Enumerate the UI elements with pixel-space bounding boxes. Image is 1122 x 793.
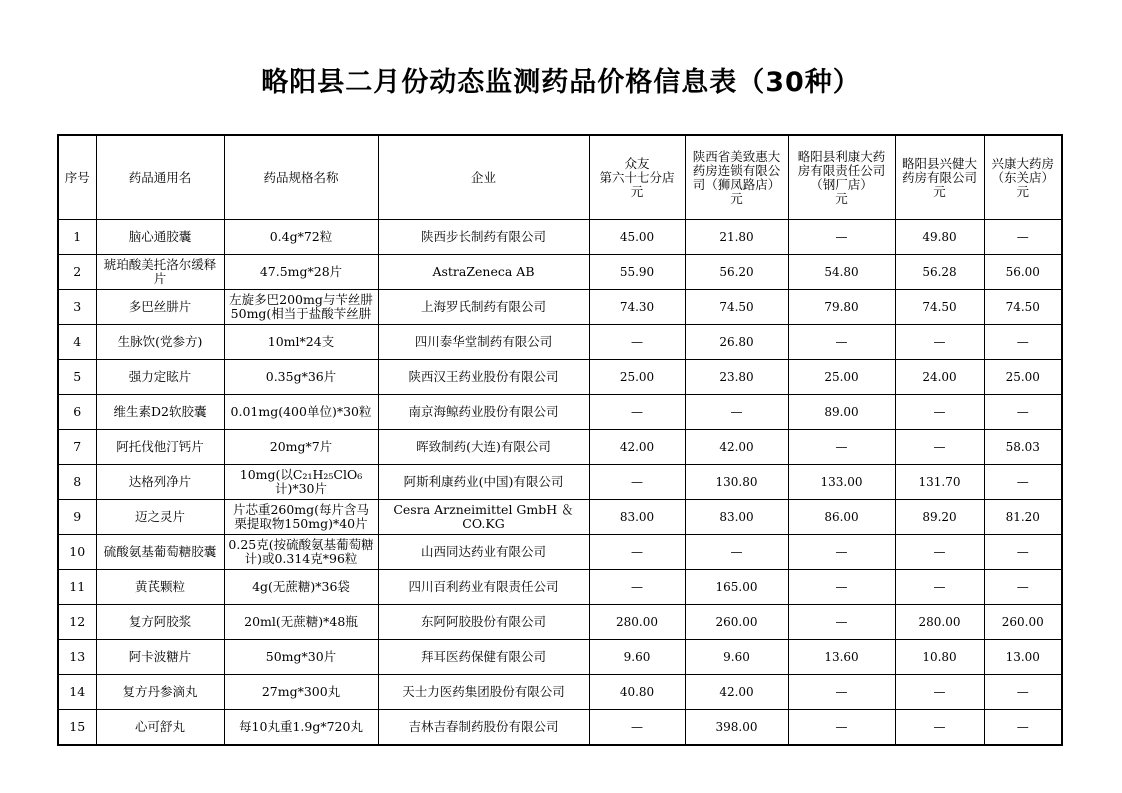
company: 陕西汉王药业股份有限公司 bbox=[378, 360, 589, 395]
header-store-zhongyou bbox=[589, 135, 685, 220]
price-likang: 86.00 bbox=[788, 500, 895, 535]
price-xingkang: — bbox=[984, 710, 1062, 746]
generic-name: 多巴丝肼片 bbox=[96, 290, 224, 325]
spec: 左旋多巴200mg与苄丝肼50mg(相当于盐酸苄丝肼 bbox=[224, 290, 378, 325]
price-xingjian: — bbox=[895, 710, 984, 746]
header-line: （钢厂店） bbox=[810, 176, 873, 192]
spec: 片芯重260mg(每片含马栗提取物150mg)*40片 bbox=[224, 500, 378, 535]
company: 四川百利药业有限责任公司 bbox=[378, 570, 589, 605]
row-index: 3 bbox=[58, 290, 96, 325]
row-index: 4 bbox=[58, 325, 96, 360]
price-zhongyou: — bbox=[589, 570, 685, 605]
row-index: 6 bbox=[58, 395, 96, 430]
price-zhongyou: 9.60 bbox=[589, 640, 685, 675]
price-table bbox=[57, 134, 1063, 746]
company: 山西同达药业有限公司 bbox=[378, 535, 589, 570]
spec: 20mg*7片 bbox=[224, 430, 378, 465]
spec: 10ml*24支 bbox=[224, 325, 378, 360]
table-row bbox=[58, 675, 1062, 710]
table-row bbox=[58, 325, 1062, 360]
price-xingkang: — bbox=[984, 220, 1062, 255]
price-xingjian: 131.70 bbox=[895, 465, 984, 500]
price-xingkang: — bbox=[984, 325, 1062, 360]
header-line: 元 bbox=[1016, 183, 1029, 199]
price-xingkang: 13.00 bbox=[984, 640, 1062, 675]
price-xingjian: — bbox=[895, 395, 984, 430]
company: 四川泰华堂制药有限公司 bbox=[378, 325, 589, 360]
header-line: 房有限责任公司 bbox=[797, 162, 886, 178]
price-xingkang: — bbox=[984, 395, 1062, 430]
price-likang: — bbox=[788, 570, 895, 605]
generic-name: 达格列净片 bbox=[96, 465, 224, 500]
spec: 0.25克(按硫酸氨基葡萄糖计)或0.314克*96粒 bbox=[224, 535, 378, 570]
table-row bbox=[58, 570, 1062, 605]
row-index: 8 bbox=[58, 465, 96, 500]
price-likang: 133.00 bbox=[788, 465, 895, 500]
spec: 0.35g*36片 bbox=[224, 360, 378, 395]
row-index: 12 bbox=[58, 605, 96, 640]
price-likang: — bbox=[788, 535, 895, 570]
price-likang: 54.80 bbox=[788, 255, 895, 290]
header-store-xingjian bbox=[895, 135, 984, 220]
table-row bbox=[58, 535, 1062, 570]
header-line: 略阳县兴健大 bbox=[901, 155, 977, 171]
price-xingkang: — bbox=[984, 465, 1062, 500]
header-line: 兴康大药房 bbox=[991, 155, 1054, 171]
row-index: 13 bbox=[58, 640, 96, 675]
company: 东阿阿胶股份有限公司 bbox=[378, 605, 589, 640]
table-row bbox=[58, 430, 1062, 465]
row-index: 11 bbox=[58, 570, 96, 605]
price-xingkang: 25.00 bbox=[984, 360, 1062, 395]
header-index bbox=[58, 135, 96, 220]
generic-name: 黄芪颗粒 bbox=[96, 570, 224, 605]
header-line: （东关店） bbox=[991, 169, 1054, 185]
spec: 0.01mg(400单位)*30粒 bbox=[224, 395, 378, 430]
price-likang: — bbox=[788, 605, 895, 640]
header-line: 药品通用名 bbox=[128, 169, 192, 185]
price-meizhihui: 23.80 bbox=[685, 360, 788, 395]
generic-name: 阿托伐他汀钙片 bbox=[96, 430, 224, 465]
price-meizhihui: 26.80 bbox=[685, 325, 788, 360]
company: 南京海鲸药业股份有限公司 bbox=[378, 395, 589, 430]
price-xingjian: 10.80 bbox=[895, 640, 984, 675]
table-row bbox=[58, 360, 1062, 395]
price-zhongyou: 83.00 bbox=[589, 500, 685, 535]
price-meizhihui: — bbox=[685, 535, 788, 570]
price-zhongyou: — bbox=[589, 535, 685, 570]
price-meizhihui: 83.00 bbox=[685, 500, 788, 535]
spec: 0.4g*72粒 bbox=[224, 220, 378, 255]
header-store-meizhihui bbox=[685, 135, 788, 220]
price-xingkang: 81.20 bbox=[984, 500, 1062, 535]
price-xingkang: 58.03 bbox=[984, 430, 1062, 465]
table-row bbox=[58, 220, 1062, 255]
price-likang: — bbox=[788, 675, 895, 710]
header-line: 元 bbox=[730, 190, 743, 206]
spec: 47.5mg*28片 bbox=[224, 255, 378, 290]
price-zhongyou: 25.00 bbox=[589, 360, 685, 395]
header-spec bbox=[224, 135, 378, 220]
generic-name: 生脉饮(党参方) bbox=[96, 325, 224, 360]
spec: 4g(无蔗糖)*36袋 bbox=[224, 570, 378, 605]
table-row bbox=[58, 710, 1062, 746]
company: 天士力医药集团股份有限公司 bbox=[378, 675, 589, 710]
company: 阿斯利康药业(中国)有限公司 bbox=[378, 465, 589, 500]
header-store-likang bbox=[788, 135, 895, 220]
price-meizhihui: 21.80 bbox=[685, 220, 788, 255]
price-xingjian: 89.20 bbox=[895, 500, 984, 535]
price-zhongyou: — bbox=[589, 395, 685, 430]
header-line: 药房有限公司 bbox=[901, 169, 977, 185]
price-meizhihui: 130.80 bbox=[685, 465, 788, 500]
price-meizhihui: 9.60 bbox=[685, 640, 788, 675]
spec: 27mg*300丸 bbox=[224, 675, 378, 710]
page-title: 略阳县二月份动态监测药品价格信息表（30种） bbox=[261, 67, 861, 98]
table-row bbox=[58, 290, 1062, 325]
company: 拜耳医药保健有限公司 bbox=[378, 640, 589, 675]
row-index: 9 bbox=[58, 500, 96, 535]
header-line: 众友 bbox=[624, 155, 650, 171]
row-index: 10 bbox=[58, 535, 96, 570]
price-xingjian: — bbox=[895, 570, 984, 605]
price-xingjian: 24.00 bbox=[895, 360, 984, 395]
row-index: 2 bbox=[58, 255, 96, 290]
header-line: 元 bbox=[835, 190, 848, 206]
header-line: 陕西省美致惠大 bbox=[692, 148, 781, 164]
price-xingjian: — bbox=[895, 430, 984, 465]
price-meizhihui: 260.00 bbox=[685, 605, 788, 640]
row-index: 15 bbox=[58, 710, 96, 746]
generic-name: 脑心通胶囊 bbox=[96, 220, 224, 255]
company: 上海罗氏制药有限公司 bbox=[378, 290, 589, 325]
table-body bbox=[58, 220, 1062, 746]
table-row bbox=[58, 255, 1062, 290]
generic-name: 强力定眩片 bbox=[96, 360, 224, 395]
generic-name: 维生素D2软胶囊 bbox=[96, 395, 224, 430]
generic-name: 心可舒丸 bbox=[96, 710, 224, 746]
header-line: 司（狮凤路店） bbox=[692, 176, 781, 192]
price-meizhihui: 42.00 bbox=[685, 675, 788, 710]
company: AstraZeneca AB bbox=[378, 255, 589, 290]
price-likang: 89.00 bbox=[788, 395, 895, 430]
price-zhongyou: 45.00 bbox=[589, 220, 685, 255]
spec: 10mg(以C₂₁H₂₅ClO₆计)*30片 bbox=[224, 465, 378, 500]
header-line: 第六十七分店 bbox=[599, 169, 675, 185]
row-index: 14 bbox=[58, 675, 96, 710]
price-meizhihui: 74.50 bbox=[685, 290, 788, 325]
price-meizhihui: 398.00 bbox=[685, 710, 788, 746]
header-row bbox=[58, 135, 1062, 220]
price-likang: — bbox=[788, 430, 895, 465]
company: 吉林吉春制药股份有限公司 bbox=[378, 710, 589, 746]
price-likang: 25.00 bbox=[788, 360, 895, 395]
generic-name: 迈之灵片 bbox=[96, 500, 224, 535]
header-line: 药房连锁有限公 bbox=[692, 162, 781, 178]
price-xingkang: 260.00 bbox=[984, 605, 1062, 640]
header-line: 元 bbox=[933, 183, 946, 199]
header-line: 企业 bbox=[470, 169, 496, 185]
header-store-xingkang bbox=[984, 135, 1062, 220]
price-xingjian: — bbox=[895, 535, 984, 570]
price-zhongyou: 42.00 bbox=[589, 430, 685, 465]
price-zhongyou: 280.00 bbox=[589, 605, 685, 640]
price-xingkang: — bbox=[984, 675, 1062, 710]
table-row bbox=[58, 605, 1062, 640]
price-xingjian: 280.00 bbox=[895, 605, 984, 640]
header-line: 略阳县利康大药 bbox=[797, 148, 886, 164]
price-xingkang: 56.00 bbox=[984, 255, 1062, 290]
table-row bbox=[58, 500, 1062, 535]
spec: 50mg*30片 bbox=[224, 640, 378, 675]
row-index: 7 bbox=[58, 430, 96, 465]
price-meizhihui: 165.00 bbox=[685, 570, 788, 605]
header-line: 药品规格名称 bbox=[263, 169, 339, 185]
price-meizhihui: 56.20 bbox=[685, 255, 788, 290]
price-xingjian: 56.28 bbox=[895, 255, 984, 290]
header-line: 元 bbox=[630, 183, 644, 199]
table-row bbox=[58, 465, 1062, 500]
spec: 20ml(无蔗糖)*48瓶 bbox=[224, 605, 378, 640]
price-likang: — bbox=[788, 325, 895, 360]
table-row bbox=[58, 640, 1062, 675]
header-line: 序号 bbox=[64, 169, 90, 185]
price-xingkang: 74.50 bbox=[984, 290, 1062, 325]
generic-name: 复方丹参滴丸 bbox=[96, 675, 224, 710]
price-meizhihui: — bbox=[685, 395, 788, 430]
price-meizhihui: 42.00 bbox=[685, 430, 788, 465]
header-generic-name bbox=[96, 135, 224, 220]
company: 晖致制药(大连)有限公司 bbox=[378, 430, 589, 465]
header-company bbox=[378, 135, 589, 220]
price-zhongyou: — bbox=[589, 710, 685, 746]
price-xingkang: — bbox=[984, 570, 1062, 605]
price-zhongyou: 55.90 bbox=[589, 255, 685, 290]
price-xingjian: 49.80 bbox=[895, 220, 984, 255]
table-row bbox=[58, 395, 1062, 430]
price-zhongyou: 74.30 bbox=[589, 290, 685, 325]
price-xingjian: — bbox=[895, 675, 984, 710]
price-likang: — bbox=[788, 220, 895, 255]
spec: 每10丸重1.9g*720丸 bbox=[224, 710, 378, 746]
row-index: 5 bbox=[58, 360, 96, 395]
price-xingjian: 74.50 bbox=[895, 290, 984, 325]
company: Cesra Arzneimittel GmbH ＆CO.KG bbox=[378, 500, 589, 535]
price-zhongyou: — bbox=[589, 325, 685, 360]
price-zhongyou: — bbox=[589, 465, 685, 500]
price-xingjian: — bbox=[895, 325, 984, 360]
price-zhongyou: 40.80 bbox=[589, 675, 685, 710]
generic-name: 阿卡波糖片 bbox=[96, 640, 224, 675]
generic-name: 硫酸氨基葡萄糖胶囊 bbox=[96, 535, 224, 570]
price-likang: — bbox=[788, 710, 895, 746]
generic-name: 复方阿胶浆 bbox=[96, 605, 224, 640]
price-likang: 79.80 bbox=[788, 290, 895, 325]
company: 陕西步长制药有限公司 bbox=[378, 220, 589, 255]
row-index: 1 bbox=[58, 220, 96, 255]
price-likang: 13.60 bbox=[788, 640, 895, 675]
generic-name: 琥珀酸美托洛尔缓释片 bbox=[96, 255, 224, 290]
price-xingkang: — bbox=[984, 535, 1062, 570]
